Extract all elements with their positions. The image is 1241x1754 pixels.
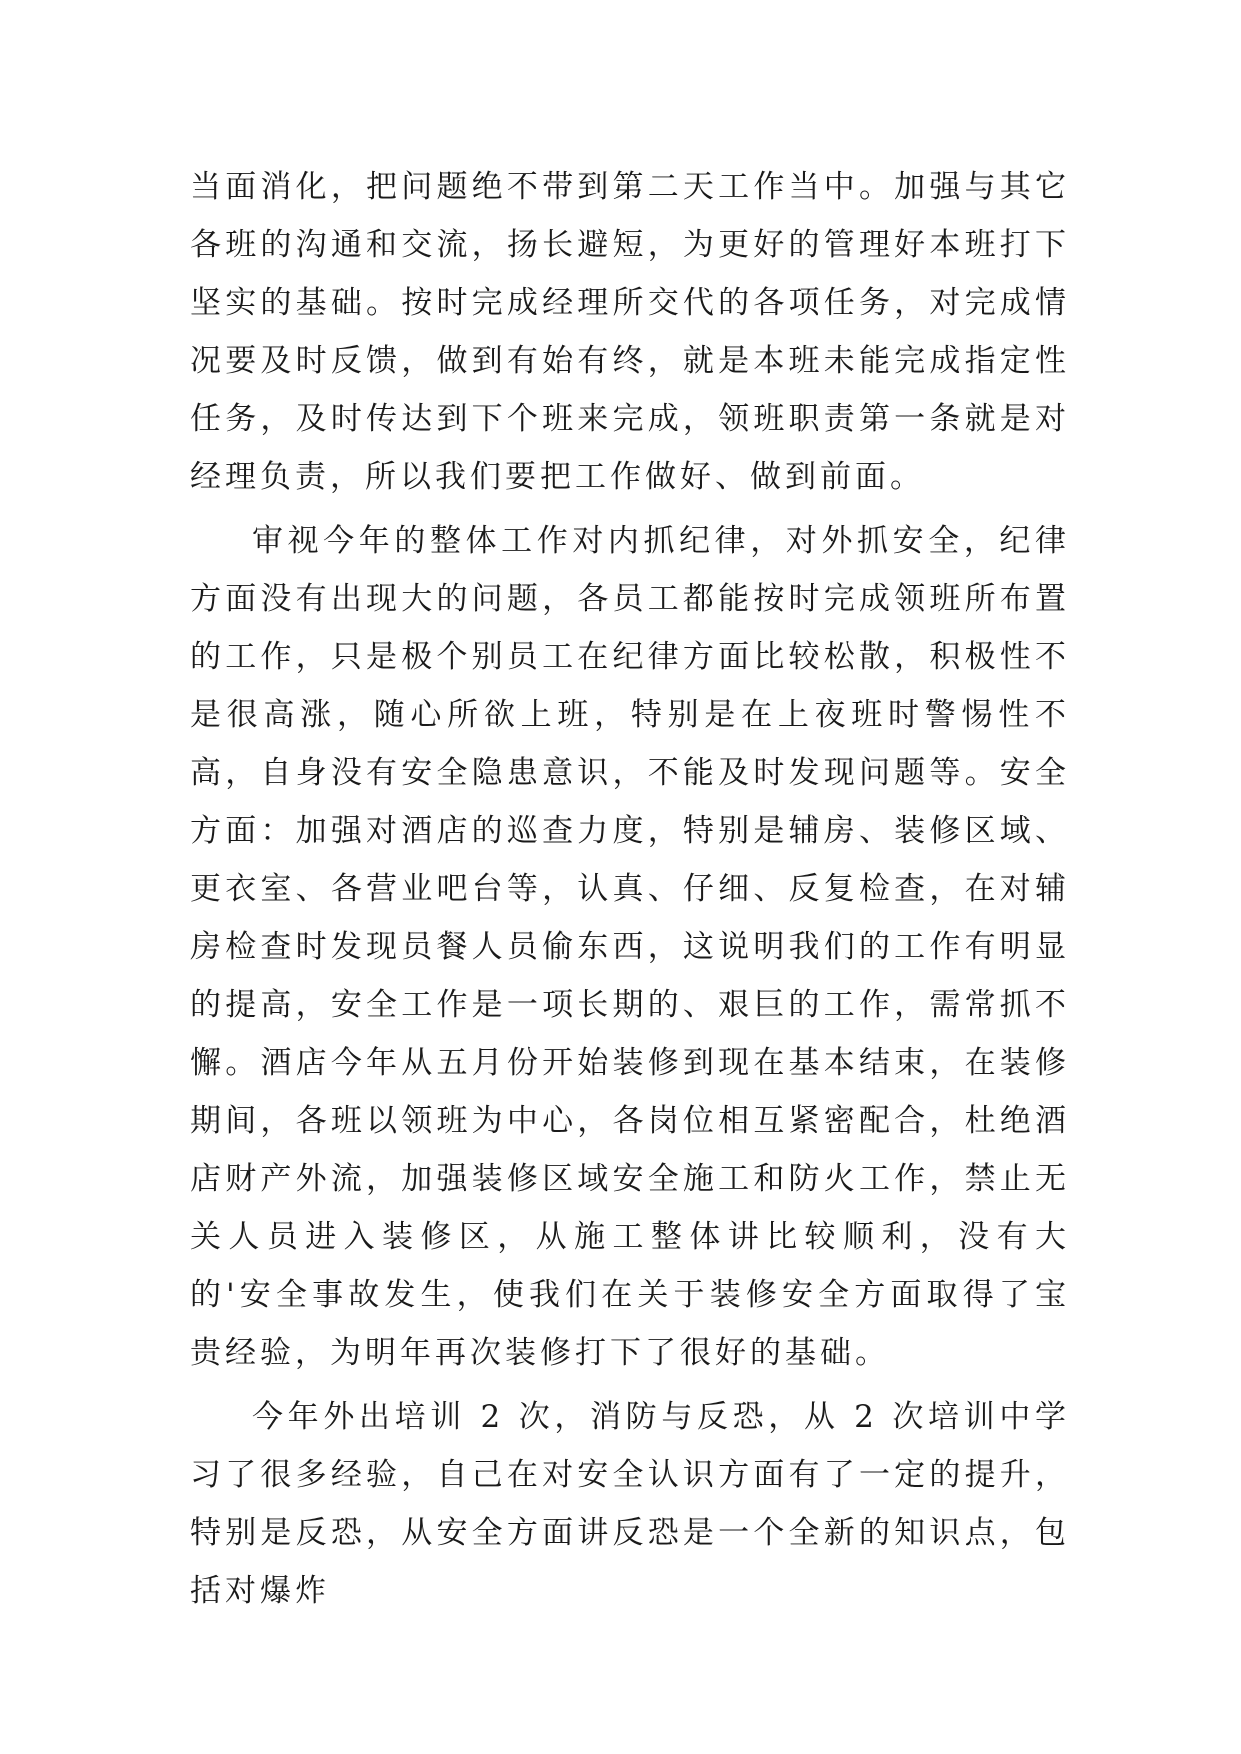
paragraph-continuation: 当面消化，把问题绝不带到第二天工作当中。加强与其它各班的沟通和交流，扬长避短，为更好的管理好本班打下坚实的基础。按时完成经理所交代的各项任务，对完成情况要及时反馈，做到有始有终，就是本班未能完成指定性任务，及时传达到下个班来完成，领班职责第一条就是对经理负责，所以我们要把工作做好、做到前面。 <box>190 169 1070 495</box>
paragraph-training: 今年外出培训 2 次，消防与反恐，从 2 次培训中学习了很多经验，自己在对安全认识方面有了一定的提升，特别是反恐，从安全方面讲反恐是一个全新的知识点，包括对爆炸 <box>190 1399 1070 1609</box>
document-body <box>190 158 1070 1620</box>
paragraph-review: 审视今年的整体工作对内抓纪律，对外抓安全，纪律方面没有出现大的问题，各员工都能按时完成领班所布置的工作，只是极个别员工在纪律方面比较松散，积极性不是很高涨，随心所欲上班，特别是在上夜班时警惕性不高，自身没有安全隐患意识，不能及时发现问题等。安全方面：加强对酒店的巡查力度，特别是辅房、装修区域、更衣室、各营业吧台等，认真、仔细、反复检查，在对辅房检查时发现员餐人员偷东西，这说明我们的工作有明显的提高，安全工作是一项长期的、艰巨的工作，需常抓不懈。酒店今年从五月份开始装修到现在基本结束，在装修期间，各班以领班为中心，各岗位相互紧密配合，杜绝酒店财产外流，加强装修区域安全施工和防火工作，禁止无关人员进入装修区，从施工整体讲比较顺利，没有大的'安全事故发生，使我们在关于装修安全方面取得了宝贵经验，为明年再次装修打下了很好的基础。 <box>190 523 1070 1371</box>
